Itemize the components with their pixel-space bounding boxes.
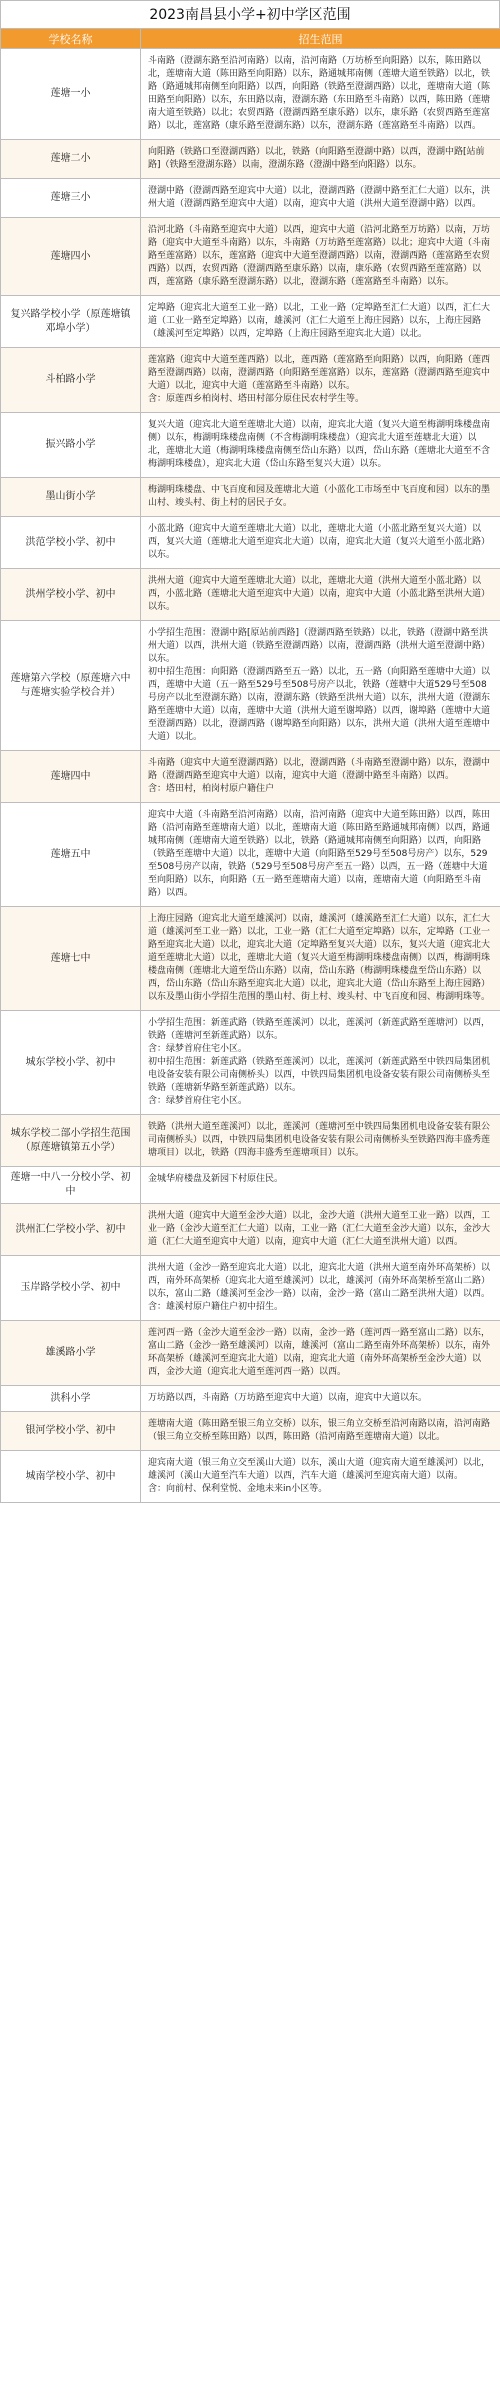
enrollment-range-cell: 莲塘南大道（陈田路至银三角立交桥）以东，银三角立交桥至沿河南路以南，沿河南路（银三角立交桥至陈田路）以西，陈田路（沿河南路至莲塘南大道）以北。 (141, 1412, 500, 1451)
table-row (1, 1412, 500, 1451)
table-row (1, 1167, 500, 1204)
enrollment-range-cell: 洪州大道（迎宾中大道至莲塘北大道）以北，莲塘北大道（洪州大道至小蓝北路）以西，小蓝北路（莲塘北大道至迎宾中大道）以南，迎宾中大道（小蓝北路至洪州大道）以东。 (141, 569, 500, 621)
page-title: 2023南昌县小学+初中学区范围 (0, 0, 500, 28)
table-row (1, 218, 500, 296)
enrollment-range-cell: 沿河北路（斗南路至迎宾中大道）以西，迎宾中大道（沿河北路至万坊路）以南，万坊路（迎宾中大道至斗南路）以东，斗南路（万坊路至莲富路）以北；迎宾中大道（斗南路至莲富路）以东，莲富路（迎宾中大道至澄湖西路）以南，澄湖西路（莲富路至农贸西路）以西，农贸西路（澄湖西路至康乐路）以南，康乐路（农贸西路至莲富路）以西，莲富路（康乐路至澄湖东路）以北，澄湖东路（莲富路至斗南路）以东。 (141, 218, 500, 296)
school-district-table (0, 28, 500, 1503)
school-name-cell: 城东学校小学、初中 (1, 1011, 141, 1115)
school-name-cell: 城南学校小学、初中 (1, 1451, 141, 1503)
school-name-cell: 洪科小学 (1, 1386, 141, 1412)
school-name-cell: 银河学校小学、初中 (1, 1412, 141, 1451)
enrollment-range-cell: 万坊路以西，斗南路（万坊路至迎宾中大道）以南，迎宾中大道以东。 (141, 1386, 500, 1412)
table-row (1, 751, 500, 803)
enrollment-range-cell: 向阳路（铁路口至澄湖西路）以北，铁路（向阳路至澄湖中路）以西，澄湖中路[站前路]（铁路至澄湖东路）以南，澄湖东路（澄湖中路至向阳路）以东。 (141, 140, 500, 179)
table-body (1, 49, 500, 1503)
school-name-cell: 玉岸路学校小学、初中 (1, 1256, 141, 1321)
table-row (1, 907, 500, 1011)
table-row (1, 179, 500, 218)
table-row (1, 296, 500, 348)
enrollment-range-cell: 梅湖明珠楼盘、中飞百度和园及莲塘北大道（小蓝化工市场至中飞百度和园）以东的墨山村、竣头村、街上村的居民子女。 (141, 478, 500, 517)
school-name-cell: 莲塘四中 (1, 751, 141, 803)
table-row (1, 621, 500, 751)
school-name-cell: 莲塘二小 (1, 140, 141, 179)
school-name-cell: 墨山街小学 (1, 478, 141, 517)
table-row (1, 1256, 500, 1321)
table-row (1, 803, 500, 907)
enrollment-range-cell: 迎宾中大道（斗南路至沿河南路）以南，沿河南路（迎宾中大道至陈田路）以西，陈田路（沿河南路至莲塘南大道）以北，莲塘南大道（陈田路至路通城邦南侧）以西，路通城邦南侧（莲塘南大道至铁路）以北，铁路（路通城邦南侧至向阳路）以西，向阳路（铁路至莲塘中大道）以北，莲塘中大道（向阳路至529号至508号房产）以东，529至508号房产以南，铁路（529号至508号房产至五一路）以西，五一路（莲塘中大道至向阳路）以东，向阳路（五一路至莲塘南大道）以南，莲塘南大道（向阳路至斗南路）以西。 (141, 803, 500, 907)
enrollment-range-cell: 斗南路（澄湖东路至沿河南路）以南，沿河南路（万坊桥至向阳路）以东，陈田路以北，莲塘南大道（陈田路至向阳路）以东，路通城邦南侧（莲塘大道至铁路）以北，铁路（路通城邦南侧至向阳路）以西，向阳路（铁路至澄湖西路）以北，莲塘南大道（陈田路至向阳路）以东，东田路以南，澄湖东路（东田路至斗南路）以西，陈田路（莲塘南大道至铁路）以北；农贸西路（澄湖西路至康乐路）以东，康乐路（农贸西路至莲富路）以北，莲富路（康乐路至澄湖东路）以东，澄湖东路（莲富路至斗南路）以西。 (141, 49, 500, 140)
table-row (1, 140, 500, 179)
table-header-row (1, 29, 500, 49)
school-name-cell: 莲塘第六学校（原莲塘六中与莲塘实验学校合并） (1, 621, 141, 751)
table-row (1, 413, 500, 478)
school-name-cell: 洪州汇仁学校小学、初中 (1, 1204, 141, 1256)
school-name-cell: 莲塘三小 (1, 179, 141, 218)
enrollment-range-column-header: 招生范围 (141, 29, 500, 49)
enrollment-range-cell: 上海庄园路（迎宾北大道至雄溪河）以南，雄溪河（雄溪路至汇仁大道）以东，汇仁大道（雄溪河至工业一路）以北，工业一路（汇仁大道至定埠路）以东，定埠路（工业一路至迎宾北大道）以北，迎宾北大道（定埠路至复兴大道）以东，复兴大道（迎宾北大道至莲塘北大道）以北，莲塘北大道（复兴大道至梅湖明珠楼盘南侧）以西，梅湖明珠楼盘南侧（莲塘北大道至岱山东路）以南，岱山东路（梅湖明珠楼盘至岱山东路）以西，岱山东路（岱山东路至迎宾北大道）以北，迎宾北大道（岱山东路至上海庄园路）以东及墨山街小学招生范围的墨山村、街上村、竣头村、中飞百度和园、梅湖明珠等。 (141, 907, 500, 1011)
enrollment-range-cell: 小学招生范围：澄湖中路[原站前西路]（澄湖西路至铁路）以北，铁路（澄湖中路至洪州大道）以西，洪州大道（铁路至澄湖西路）以南，澄湖西路（洪州大道至澄湖中路）以东。 初中招生范围：向阳路（澄湖西路至五一路）以北，五一路（向阳路至莲塘中大道）以西，莲塘中大道（五一路至529号至508号房产以北，铁路（莲塘中大道529号至508号房产以北至澄湖东路）以南，澄湖东路（铁路至洪州大道）以东，洪州大道（澄湖东路至莲塘中大道）以南，莲塘中大道（洪州大道至谢埠路）以西，谢埠路（莲塘中大道至澄湖西路）以北，澄湖西路（谢埠路至向阳路）以东，洪州大道（洪州大道至莲塘中大道）以北。 (141, 621, 500, 751)
enrollment-range-cell: 莲河西一路（金沙大道至金沙一路）以南，金沙一路（莲河西一路至富山二路）以东，富山二路（金沙一路至雄溪河）以南，雄溪河（富山二路至南外环高架桥）以东，南外环高架桥（雄溪河至迎宾北大道）以南，迎宾北大道（南外环高架桥至金沙大道）以西，金沙大道（迎宾北大道至莲河西一路）以西。 (141, 1321, 500, 1386)
school-name-cell: 振兴路小学 (1, 413, 141, 478)
table-row (1, 478, 500, 517)
table-row (1, 1115, 500, 1167)
table-row (1, 1386, 500, 1412)
school-name-cell: 莲塘一中八一分校小学、初中 (1, 1167, 141, 1204)
enrollment-range-cell: 迎宾南大道（银三角立交至溪山大道）以东，溪山大道（迎宾南大道至雄溪河）以北，雄溪河（溪山大道至汽车大道）以西，汽车大道（雄溪河至迎宾南大道）以南。 含：向前村、保利堂悦、金地未来in小区等。 (141, 1451, 500, 1503)
table-row (1, 1451, 500, 1503)
enrollment-range-cell: 定埠路（迎宾北大道至工业一路）以北，工业一路（定埠路至汇仁大道）以西，汇仁大道（工业一路至定埠路）以南，雄溪河（汇仁大道至上海庄园路）以东，上海庄园路（雄溪河至定埠路）以西，定埠路（上海庄园路至迎宾北大道）以北。 (141, 296, 500, 348)
enrollment-range-cell: 斗南路（迎宾中大道至澄湖西路）以北，澄湖西路（斗南路至澄湖中路）以东，澄湖中路（澄湖西路至迎宾中大道）以南，迎宾中大道（澄湖中路至斗南路）以西。 含：塔田村，柏岗村原户籍住户 (141, 751, 500, 803)
school-name-cell: 洪州学校小学、初中 (1, 569, 141, 621)
enrollment-range-cell: 澄湖中路（澄湖西路至迎宾中大道）以北，澄湖西路（澄湖中路至汇仁大道）以东，洪州大道（澄湖西路至迎宾中大道）以南，迎宾中大道（洪州大道至澄湖中路）以西。 (141, 179, 500, 218)
school-name-cell: 莲塘七中 (1, 907, 141, 1011)
enrollment-range-cell: 洪州大道（迎宾中大道至金沙大道）以北，金沙大道（洪州大道至工业一路）以西，工业一路（金沙大道至汇仁大道）以南，工业一路（汇仁大道至金沙大道）以东，金沙大道（汇仁大道至迎宾中大道）以南，迎宾中大道（汇仁大道至洪州大道）以西。 (141, 1204, 500, 1256)
enrollment-range-cell: 小学招生范围：新莲武路（铁路至莲溪河）以北，莲溪河（新莲武路至莲塘河）以西，铁路（莲塘河至新莲武路）以东。 含：绿梦首府住宅小区。 初中招生范围：新莲武路（铁路至莲溪河）以北，莲溪河（新莲武路至中铁四局集团机电设备安装有限公司南侧桥头）以西，中铁四局集团机电设备安装有限公司南侧桥头至铁路（莲塘新华路至新莲武路）以东。 含：绿梦首府住宅小区。 (141, 1011, 500, 1115)
table-row (1, 517, 500, 569)
school-name-cell: 复兴路学校小学（原莲塘镇邓埠小学） (1, 296, 141, 348)
table-row (1, 49, 500, 140)
school-name-cell: 斗柏路小学 (1, 348, 141, 413)
enrollment-range-cell: 金城华府楼盘及新园下村原住民。 (141, 1167, 500, 1204)
table-row (1, 569, 500, 621)
table-row (1, 1204, 500, 1256)
school-name-cell: 莲塘四小 (1, 218, 141, 296)
table-row (1, 1321, 500, 1386)
enrollment-range-cell: 莲富路（迎宾中大道至莲西路）以北，莲西路（莲富路至向阳路）以西，向阳路（莲西路至澄湖西路）以南，澄湖西路（向阳路至莲富路）以东，莲富路（澄湖西路至迎宾中大道）以北，迎宾中大道（莲富路至斗南路）以东。 含：原莲西乡柏岗村、塔田村部分原住民农村学生等。 (141, 348, 500, 413)
school-name-cell: 城东学校二部小学招生范围（原莲塘镇第五小学） (1, 1115, 141, 1167)
school-name-cell: 洪范学校小学、初中 (1, 517, 141, 569)
school-name-column-header: 学校名称 (1, 29, 141, 49)
table-row (1, 1011, 500, 1115)
school-name-cell: 雄溪路小学 (1, 1321, 141, 1386)
school-name-cell: 莲塘一小 (1, 49, 141, 140)
school-name-cell: 莲塘五中 (1, 803, 141, 907)
enrollment-range-cell: 铁路（洪州大道至莲溪河）以北，莲溪河（莲塘河至中铁四局集团机电设备安装有限公司南侧桥头）以西，中铁四局集团机电设备安装有限公司南侧桥头至铁路四海丰盛秀莲塘项目）以北，铁路（四海丰盛秀至莲塘项目）以东。 (141, 1115, 500, 1167)
enrollment-range-cell: 洪州大道（金沙一路至迎宾北大道）以北，迎宾北大道（洪州大道至南外环高架桥）以西，南外环高架桥（迎宾北大道至雄溪河）以北，雄溪河（南外环高架桥至富山二路）以东，富山二路（雄溪河至金沙一路）以南，金沙一路（富山二路至洪州大道）以西。 含：雄溪村原户籍住户初中招生。 (141, 1256, 500, 1321)
table-row (1, 348, 500, 413)
enrollment-range-cell: 复兴大道（迎宾北大道至莲塘北大道）以南，迎宾北大道（复兴大道至梅湖明珠楼盘南侧）以东，梅湖明珠楼盘南侧（不含梅湖明珠楼盘）（迎宾北大道至莲塘北大道）以北，莲塘北大道（梅湖明珠楼盘南侧至岱山东路）以西，岱山东路（莲塘北大道至不含梅湖明珠楼盘），迎宾北大道（岱山东路至复兴大道）以东。 (141, 413, 500, 478)
enrollment-range-cell: 小蓝北路（迎宾中大道至莲塘北大道）以北，莲塘北大道（小蓝北路至复兴大道）以西，复兴大道（莲塘北大道至迎宾北大道）以南，迎宾北大道（复兴大道至小蓝北路）以东。 (141, 517, 500, 569)
